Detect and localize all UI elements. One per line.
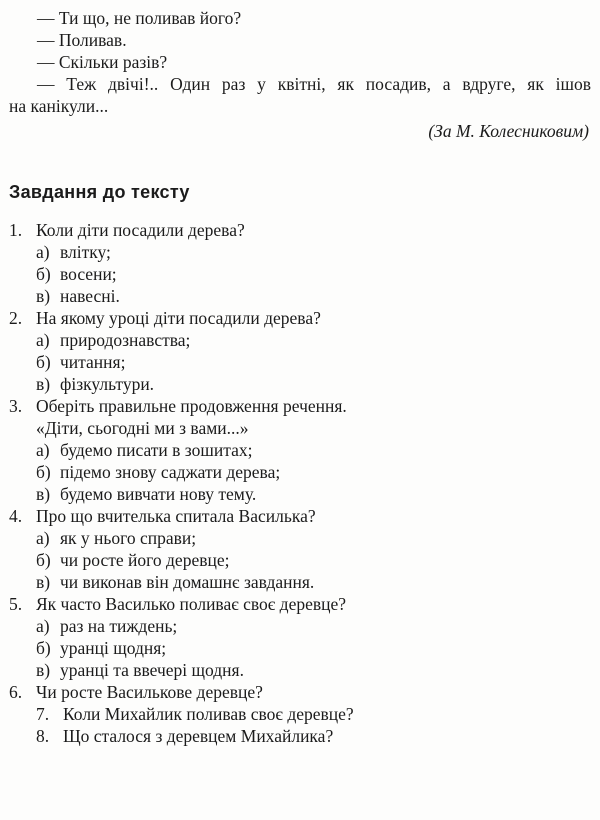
option-marker: б): [36, 550, 51, 570]
option-marker: б): [36, 638, 51, 658]
option-item: [9, 549, 591, 571]
question-text: Коли діти посадили дерева?: [36, 220, 245, 240]
question-item: [9, 505, 591, 527]
option-text: читання;: [60, 352, 126, 372]
dialogue-line: на канікули...: [9, 96, 109, 116]
option-item: [9, 329, 591, 351]
option-item: [9, 439, 591, 461]
tasks-heading: Завдання до тексту: [9, 182, 190, 202]
option-text: чи росте його деревце;: [60, 550, 230, 570]
option-item: [9, 527, 591, 549]
question-item: [9, 725, 591, 747]
option-text: природознавства;: [60, 330, 191, 350]
option-marker: в): [36, 572, 51, 592]
question-text: На якому уроці діти посадили дерева?: [36, 308, 321, 328]
option-text: будемо вивчати нову тему.: [60, 484, 257, 504]
question-item: [9, 703, 591, 725]
option-text: будемо писати в зошитах;: [60, 440, 253, 460]
option-text: чи виконав він домашнє завдання.: [60, 572, 315, 592]
option-text: підемо знову саджати дерева;: [60, 462, 281, 482]
option-item: [9, 263, 591, 285]
option-text: навесні.: [60, 286, 120, 306]
option-item: [9, 351, 591, 373]
question-text: Коли Михайлик поливав своє деревце?: [63, 704, 354, 724]
option-text: уранці щодня;: [60, 638, 167, 658]
option-item: [9, 571, 591, 593]
question-number: 5.: [9, 594, 23, 614]
question-number: 2.: [9, 308, 23, 328]
option-item: [9, 637, 591, 659]
dialogue-line: — Ти що, не поливав його?: [37, 8, 242, 28]
option-marker: а): [36, 330, 50, 350]
option-text: раз на тиждень;: [60, 616, 178, 636]
question-number: 1.: [9, 220, 23, 240]
option-text: восени;: [60, 264, 117, 284]
option-item: [9, 615, 591, 637]
option-marker: б): [36, 352, 51, 372]
question-text: Як часто Василько поливає своє деревце?: [36, 594, 347, 614]
option-text: як у нього справи;: [60, 528, 197, 548]
question-subtext: «Діти, сьогодні ми з вами...»: [36, 418, 249, 438]
option-text: уранці та ввечері щодня.: [60, 660, 244, 680]
dialogue-block: [9, 7, 591, 142]
question-number: 8.: [36, 726, 50, 746]
option-marker: б): [36, 462, 51, 482]
option-marker: в): [36, 286, 51, 306]
question-item: [9, 307, 591, 329]
question-item: [9, 593, 591, 615]
question-item: [9, 219, 591, 241]
option-item: [9, 285, 591, 307]
option-item: [9, 483, 591, 505]
option-marker: б): [36, 264, 51, 284]
option-item: [9, 659, 591, 681]
question-text: Оберіть правильне продовження речення.: [36, 396, 347, 416]
option-marker: в): [36, 484, 51, 504]
option-marker: а): [36, 440, 50, 460]
option-item: [9, 373, 591, 395]
question-number: 3.: [9, 396, 23, 416]
dialogue-line: — Поливав.: [37, 30, 127, 50]
question-item: [9, 681, 591, 703]
dialogue-line: — Теж двічі!.. Один раз у квітні, як посадив, а вдруге, як ішов: [37, 74, 591, 94]
author-attribution: (За М. Колесниковим): [428, 121, 589, 141]
dialogue-line: — Скільки разів?: [37, 52, 168, 72]
question-item: [9, 395, 591, 417]
option-text: влітку;: [60, 242, 111, 262]
option-text: фізкультури.: [60, 374, 155, 394]
question-text: Про що вчителька спитала Василька?: [36, 506, 316, 526]
option-marker: а): [36, 528, 50, 548]
question-text: Що сталося з деревцем Михайлика?: [63, 726, 334, 746]
option-marker: в): [36, 660, 51, 680]
option-marker: а): [36, 242, 50, 262]
option-marker: а): [36, 616, 50, 636]
question-number: 7.: [36, 704, 50, 724]
question-list: [9, 219, 591, 747]
question-text: Чи росте Василькове деревце?: [36, 682, 263, 702]
question-number: 6.: [9, 682, 23, 702]
option-marker: в): [36, 374, 51, 394]
question-number: 4.: [9, 506, 23, 526]
option-item: [9, 241, 591, 263]
option-item: [9, 461, 591, 483]
